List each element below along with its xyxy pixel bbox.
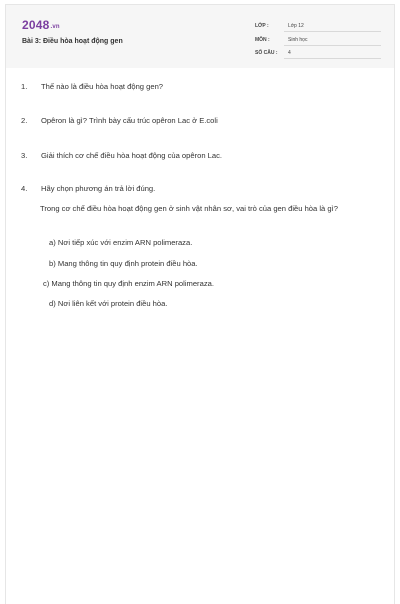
- meta-label: SỐ CÂU :: [255, 50, 278, 56]
- question-text: Opêron là gì? Trình bày cấu trúc opêron Lac ở E.coli: [41, 116, 218, 125]
- question-number: 1.: [21, 82, 28, 91]
- logo-main: 2048: [22, 18, 50, 32]
- meta-row-count: [255, 49, 381, 60]
- meta-value: 4: [288, 50, 291, 56]
- question-text: Giải thích cơ chế điều hòa hoạt động của opêron Lac.: [41, 151, 223, 160]
- meta-row-class: [255, 22, 381, 33]
- answer-option-b[interactable]: b) Mang thông tin quy định protein điều hòa.: [49, 259, 198, 268]
- site-logo[interactable]: [22, 18, 60, 32]
- meta-value: Sinh học: [288, 37, 308, 43]
- question-number: 3.: [21, 151, 28, 160]
- answer-option-d[interactable]: d) Nơi liên kết với protein điều hòa.: [49, 299, 168, 308]
- logo-tld: .vn: [50, 24, 60, 30]
- lesson-title: Bài 3: Điều hòa hoạt động gen: [22, 38, 123, 45]
- meta-label: MÔN :: [255, 37, 270, 43]
- worksheet-header: [6, 5, 394, 68]
- question-text: Hãy chọn phương án trả lời đúng.: [41, 184, 156, 193]
- meta-row-subject: [255, 36, 381, 47]
- question-4-stem: Trong cơ chế điều hòa hoạt động gen ở sinh vật nhân sơ, vai trò của gen điều hòa là gì?: [40, 204, 338, 213]
- answer-option-c[interactable]: c) Mang thông tin quy định enzim ARN polimeraza.: [43, 279, 214, 288]
- meta-field: [284, 22, 381, 32]
- question-text: Thế nào là điều hòa hoạt động gen?: [41, 82, 164, 91]
- meta-label: LỚP :: [255, 23, 269, 29]
- question-number: 4.: [21, 184, 28, 193]
- meta-field: [284, 49, 381, 59]
- meta-value: Lớp 12: [288, 23, 304, 29]
- meta-field: [284, 36, 381, 46]
- question-number: 2.: [21, 116, 28, 125]
- answer-option-a[interactable]: a) Nơi tiếp xúc với enzim ARN polimeraza.: [49, 238, 193, 247]
